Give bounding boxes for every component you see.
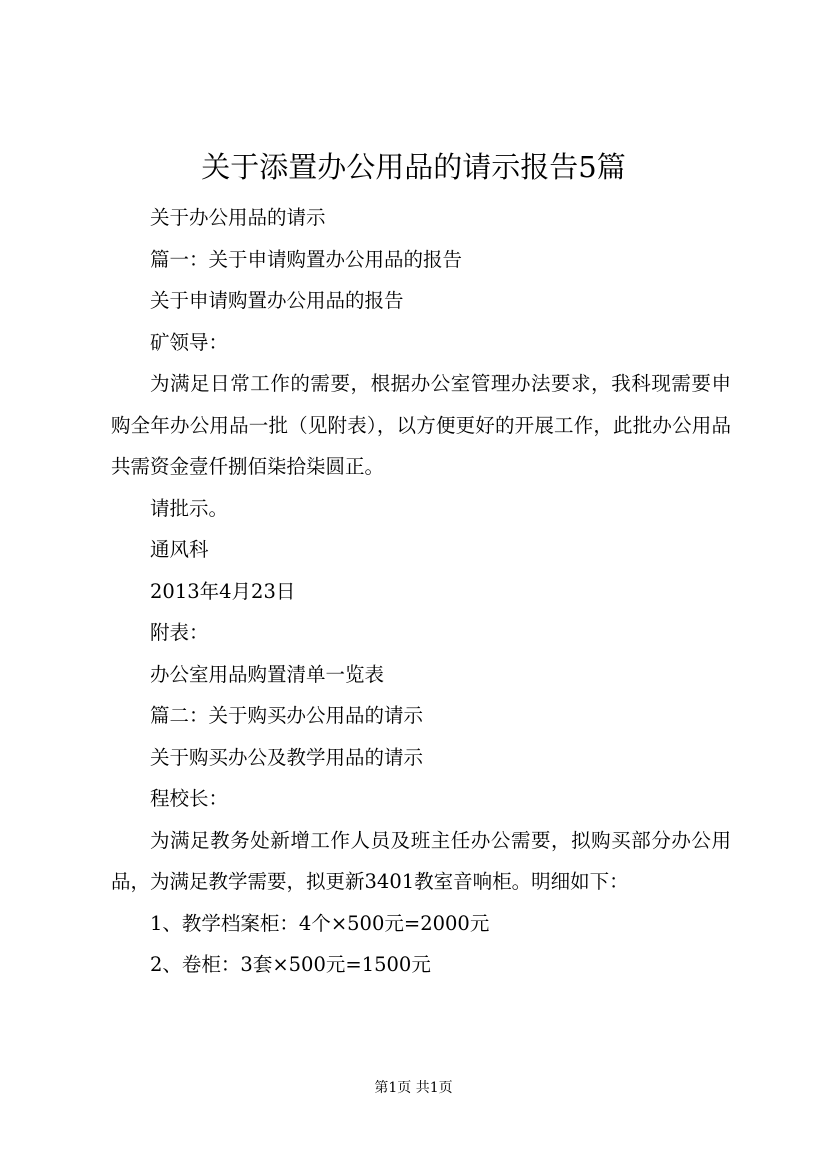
paragraph-attachment-label: 附表：	[150, 621, 209, 644]
paragraph-heading: 关于办公用品的请示	[150, 206, 326, 229]
paragraph-section-two: 篇二：关于购买办公用品的请示	[150, 704, 424, 727]
paragraph-section-one: 篇一：关于申请购置办公用品的报告	[150, 247, 463, 271]
document-body	[111, 197, 731, 986]
paragraph-date: 2013年4月23日	[150, 579, 296, 603]
document-title: 关于添置办公用品的请示报告5篇	[201, 150, 626, 184]
paragraph-attachment-title: 办公室用品购置清单一览表	[150, 662, 385, 686]
paragraph-salutation: 矿领导：	[150, 330, 229, 354]
paragraph-request-body: 为满足日常工作的需要，根据办公室管理办法要求，我科现需要申购全年办公用品一批（见附表），以方便更好的开展工作，此批办公用品共需资金壹仟捌佰柒拾柒圆正。	[111, 372, 731, 478]
paragraph-purchase-body: 为满足教务处新增工作人员及班主任办公需要，拟购买部分办公用品，为满足教学需要，拟更新3401教室音响柜。明细如下：	[111, 828, 731, 893]
paragraph-request-title: 关于购买办公及教学用品的请示	[150, 745, 424, 769]
paragraph-signature: 通风科	[150, 538, 209, 561]
paragraph-report-title: 关于申请购置办公用品的报告	[150, 289, 404, 312]
paragraph-salutation-principal: 程校长：	[150, 787, 229, 810]
page-footer: 第1页 共1页	[374, 1080, 453, 1096]
paragraph-closing: 请批示。	[150, 496, 229, 520]
paragraph-item-two: 2、卷柜：3套×500元=1500元	[150, 953, 431, 976]
paragraph-item-one: 1、教学档案柜：4个×500元=2000元	[150, 911, 490, 935]
